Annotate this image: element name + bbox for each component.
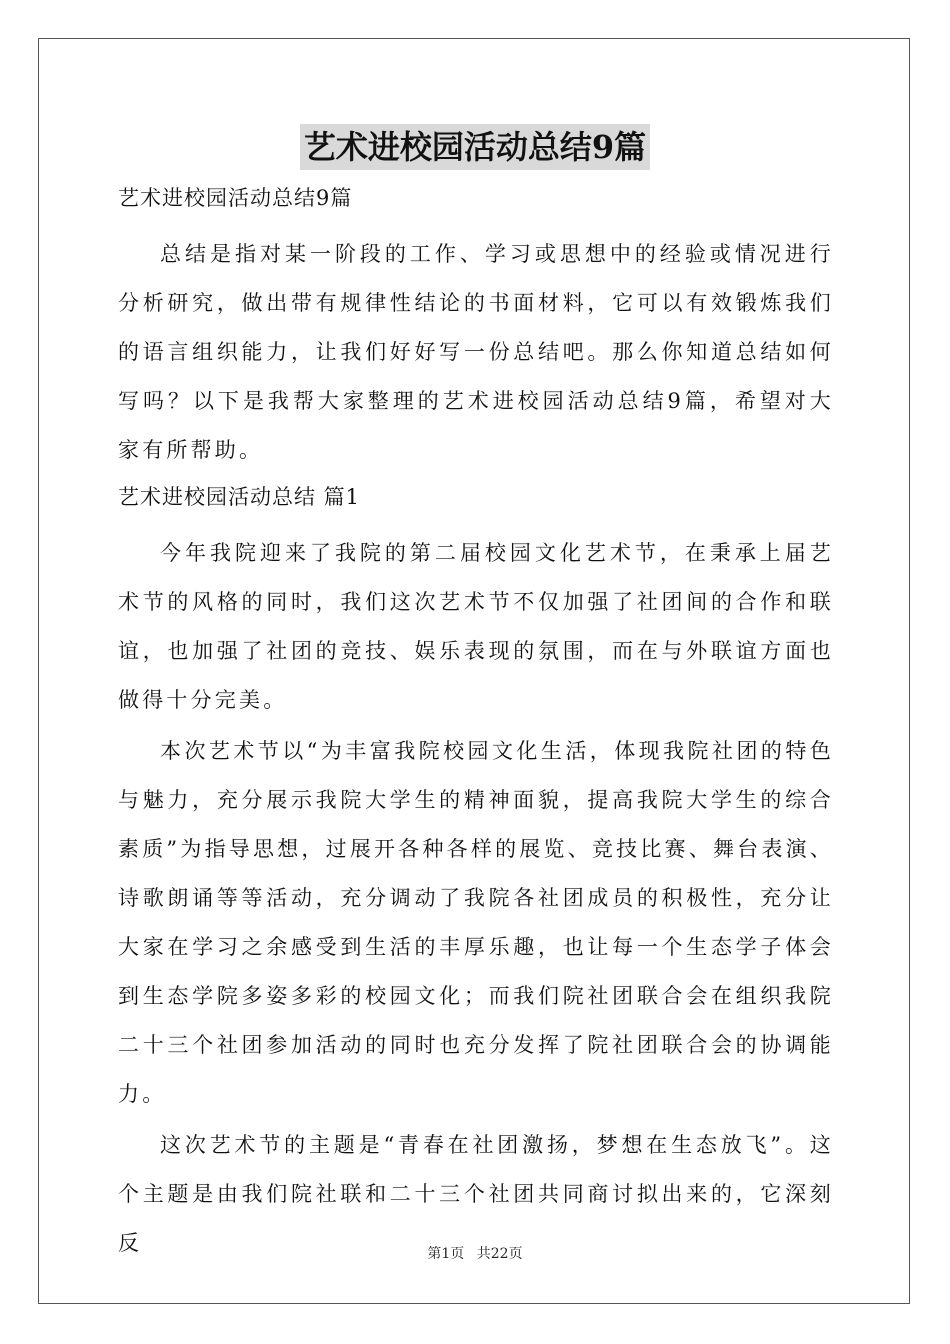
intro-paragraph: 总结是指对某一阶段的工作、学习或思想中的经验或情况进行分析研究，做出带有规律性结论的书面材料，它可以有效锻炼我们的语言组织能力，让我们好好写一份总结吧。那么你知道总结如何写吗？以下是我帮大家整理的艺术进校园活动总结9篇，希望对大家有所帮助。	[118, 242, 834, 462]
body-paragraph: 这次艺术节的主题是“青春在社团激扬，梦想在生态放飞”。这个主题是由我们院社联和二十三个社团共同商讨拟出来的，它深刻反	[118, 1133, 834, 1255]
document-title: 艺术进校园活动总结9篇	[300, 124, 650, 170]
section-heading: 艺术进校园活动总结 篇1	[118, 485, 361, 509]
title-area	[0, 124, 950, 170]
page-footer	[0, 1244, 950, 1264]
page-number: 第1页	[427, 1246, 465, 1262]
body-paragraph: 今年我院迎来了我院的第二届校园文化艺术节，在秉承上届艺术节的风格的同时，我们这次艺术节不仅加强了社团间的合作和联谊，也加强了社团的竞技、娱乐表现的氛围，而在与外联谊方面也做得十分完美。	[118, 541, 834, 712]
page-total: 共22页	[476, 1246, 523, 1262]
document-body	[118, 178, 834, 1268]
document-subtitle: 艺术进校园活动总结9篇	[118, 186, 353, 210]
body-paragraph: 本次艺术节以“为丰富我院校园文化生活，体现我院社团的特色与魅力，充分展示我院大学生的精神面貌，提高我院大学生的综合素质”为指导思想，过展开各种各样的展览、竞技比赛、舞台表演、诗歌朗诵等等活动，充分调动了我院各社团成员的积极性，充分让大家在学习之余感受到生活的丰厚乐趣，也让每一个生态学子体会到生态学院多姿多彩的校园文化；而我们院社团联合会在组织我院二十三个社团参加活动的同时也充分发挥了院社团联合会的协调能力。	[118, 739, 834, 1106]
